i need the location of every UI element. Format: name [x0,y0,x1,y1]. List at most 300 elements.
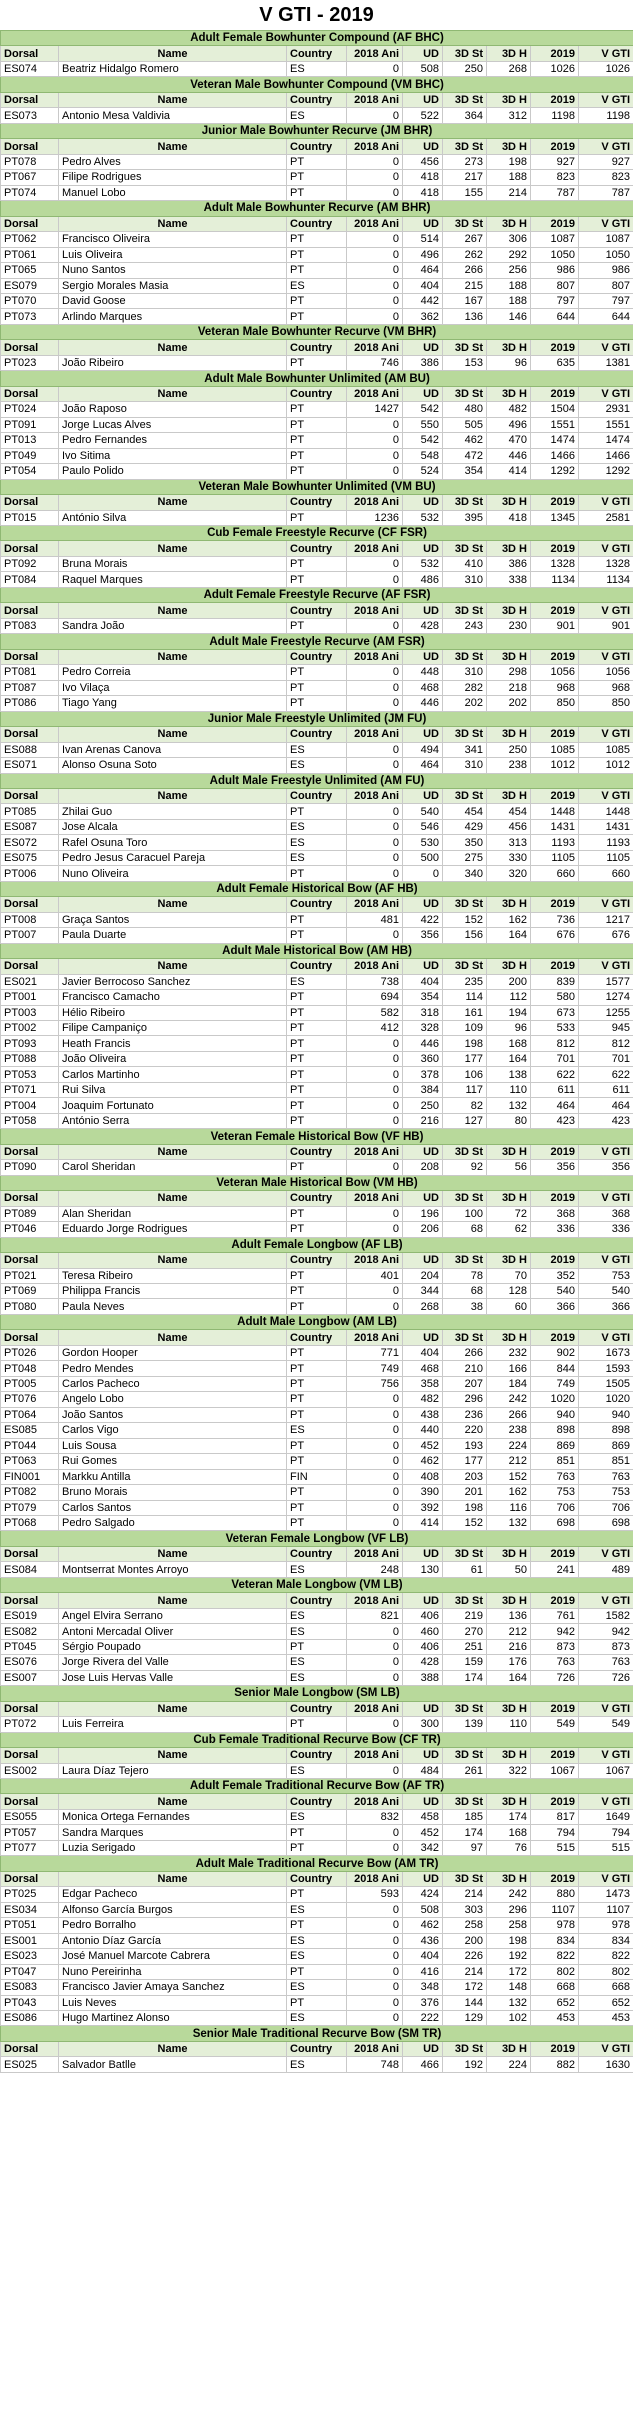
cell-country: PT [287,1438,347,1453]
column-header-3d-h: 3D H [487,2041,531,2056]
cell-score-2019: 817 [531,1809,579,1824]
cell-ud: 458 [403,1809,443,1824]
cell-name: Antoni Mercadal Oliver [59,1624,287,1639]
cell-3d-st: 310 [443,665,487,680]
cell-ud: 404 [403,1345,443,1360]
column-header-ani-2018: 2018 Ani [347,1701,403,1716]
cell-name: Carlos Pacheco [59,1376,287,1391]
cell-country: PT [287,1222,347,1237]
cell-dorsal: PT063 [1,1454,59,1469]
column-header-country: Country [287,1701,347,1716]
table-row [1,433,633,448]
column-header-country: Country [287,1253,347,1268]
cell-score-2019: 668 [531,1980,579,1995]
cell-dorsal: PT002 [1,1021,59,1036]
column-header-score-2019: 2019 [531,1144,579,1159]
table-row [1,928,633,943]
column-header-dorsal: Dorsal [1,1748,59,1763]
cell-ud: 466 [403,2057,443,2072]
cell-dorsal: FIN001 [1,1469,59,1484]
table-row [1,1206,633,1221]
cell-v-gti: 1328 [579,556,633,571]
cell-score-2019: 851 [531,1454,579,1469]
cell-ud: 440 [403,1423,443,1438]
cell-score-2019: 763 [531,1655,579,1670]
column-header-country: Country [287,46,347,61]
cell-name: Pedro Salgado [59,1516,287,1531]
table-row [1,1361,633,1376]
cell-v-gti: 2931 [579,402,633,417]
cell-3d-st: 217 [443,170,487,185]
cell-3d-st: 235 [443,974,487,989]
cell-score-2019: 736 [531,912,579,927]
cell-3d-st: 61 [443,1562,487,1577]
cell-ud: 468 [403,680,443,695]
column-header-country: Country [287,1330,347,1345]
column-header-ud: UD [403,1144,443,1159]
cell-v-gti: 1466 [579,448,633,463]
cell-v-gti: 968 [579,680,633,695]
cell-3d-h: 446 [487,448,531,463]
column-header-3d-h: 3D H [487,216,531,231]
cell-ud: 542 [403,433,443,448]
category-header [1,31,633,46]
cell-3d-st: 136 [443,309,487,324]
cell-ani-2018: 0 [347,1670,403,1685]
cell-ud: 438 [403,1407,443,1422]
column-header-country: Country [287,216,347,231]
column-header-v-gti: V GTI [579,788,633,803]
cell-3d-st: 129 [443,2011,487,2026]
cell-v-gti: 1217 [579,912,633,927]
cell-ani-2018: 0 [347,185,403,200]
cell-ud: 532 [403,510,443,525]
column-header-dorsal: Dorsal [1,649,59,664]
cell-3d-h: 482 [487,402,531,417]
cell-score-2019: 701 [531,1051,579,1066]
cell-ud: 318 [403,1005,443,1020]
category-header [1,201,633,216]
cell-country: PT [287,448,347,463]
cell-ud: 452 [403,1438,443,1453]
cell-3d-st: 174 [443,1825,487,1840]
cell-3d-h: 454 [487,804,531,819]
cell-ani-2018: 0 [347,1051,403,1066]
cell-ud: 300 [403,1717,443,1732]
column-header-dorsal: Dorsal [1,495,59,510]
table-row [1,1887,633,1902]
cell-3d-st: 266 [443,1345,487,1360]
column-header-country: Country [287,1546,347,1561]
cell-name: António Serra [59,1113,287,1128]
cell-v-gti: 978 [579,1918,633,1933]
cell-ani-2018: 1236 [347,510,403,525]
cell-dorsal: PT088 [1,1051,59,1066]
cell-ani-2018: 0 [347,1299,403,1314]
cell-ud: 406 [403,1639,443,1654]
table-row [1,835,633,850]
cell-country: PT [287,1160,347,1175]
column-header-ani-2018: 2018 Ani [347,603,403,618]
cell-3d-st: 153 [443,355,487,370]
column-header-row [1,1144,633,1159]
category-header [1,479,633,494]
cell-name: Edgar Pacheco [59,1887,287,1902]
cell-ani-2018: 0 [347,1933,403,1948]
column-header-3d-st: 3D St [443,1144,487,1159]
cell-3d-h: 258 [487,1918,531,1933]
cell-dorsal: PT089 [1,1206,59,1221]
column-header-country: Country [287,1191,347,1206]
column-header-dorsal: Dorsal [1,1701,59,1716]
cell-dorsal: PT067 [1,170,59,185]
cell-3d-st: 220 [443,1423,487,1438]
category-header [1,371,633,386]
cell-name: Eduardo Jorge Rodrigues [59,1222,287,1237]
cell-ud: 546 [403,819,443,834]
column-header-country: Country [287,495,347,510]
cell-ud: 452 [403,1825,443,1840]
cell-dorsal: PT044 [1,1438,59,1453]
cell-3d-st: 275 [443,850,487,865]
cell-country: PT [287,1407,347,1422]
cell-dorsal: PT090 [1,1160,59,1175]
column-header-3d-st: 3D St [443,1546,487,1561]
cell-dorsal: PT046 [1,1222,59,1237]
category-title: Adult Male Bowhunter Recurve (AM BHR) [1,201,633,216]
table-row [1,1639,633,1654]
cell-score-2019: 1448 [531,804,579,819]
cell-ud: 268 [403,1299,443,1314]
cell-dorsal: PT068 [1,1516,59,1531]
cell-v-gti: 1255 [579,1005,633,1020]
column-header-score-2019: 2019 [531,46,579,61]
cell-3d-h: 162 [487,1485,531,1500]
cell-3d-h: 110 [487,1717,531,1732]
cell-country: ES [287,61,347,76]
cell-ani-2018: 0 [347,1283,403,1298]
column-header-dorsal: Dorsal [1,541,59,556]
column-header-3d-h: 3D H [487,92,531,107]
column-header-ud: UD [403,541,443,556]
cell-dorsal: ES076 [1,1655,59,1670]
cell-country: ES [287,1809,347,1824]
cell-3d-st: 106 [443,1067,487,1082]
cell-score-2019: 1067 [531,1763,579,1778]
cell-score-2019: 1012 [531,758,579,773]
column-header-ani-2018: 2018 Ani [347,1593,403,1608]
column-header-ud: UD [403,340,443,355]
column-header-score-2019: 2019 [531,495,579,510]
column-header-row [1,603,633,618]
category-header [1,1531,633,1546]
column-header-name: Name [59,139,287,154]
cell-v-gti: 368 [579,1206,633,1221]
cell-score-2019: 622 [531,1067,579,1082]
cell-3d-st: 144 [443,1995,487,2010]
column-header-score-2019: 2019 [531,1701,579,1716]
table-row [1,1933,633,1948]
cell-dorsal: ES088 [1,742,59,757]
cell-ud: 354 [403,990,443,1005]
cell-v-gti: 1193 [579,835,633,850]
cell-3d-h: 176 [487,1655,531,1670]
cell-ud: 550 [403,417,443,432]
cell-3d-st: 219 [443,1608,487,1623]
cell-dorsal: PT001 [1,990,59,1005]
column-header-3d-st: 3D St [443,1330,487,1345]
cell-score-2019: 1020 [531,1392,579,1407]
cell-dorsal: PT077 [1,1840,59,1855]
cell-score-2019: 368 [531,1206,579,1221]
column-header-ud: UD [403,603,443,618]
column-header-country: Country [287,603,347,618]
cell-score-2019: 942 [531,1624,579,1639]
cell-3d-h: 164 [487,1670,531,1685]
cell-3d-h: 414 [487,464,531,479]
cell-country: PT [287,154,347,169]
cell-ani-2018: 0 [347,1516,403,1531]
cell-ud: 524 [403,464,443,479]
column-header-name: Name [59,959,287,974]
cell-3d-st: 226 [443,1949,487,1964]
column-header-ud: UD [403,1191,443,1206]
cell-3d-st: 159 [443,1655,487,1670]
cell-3d-h: 112 [487,990,531,1005]
column-header-country: Country [287,1144,347,1159]
cell-3d-h: 192 [487,1949,531,1964]
table-row [1,1407,633,1422]
cell-dorsal: PT045 [1,1639,59,1654]
cell-3d-h: 214 [487,185,531,200]
table-row [1,1005,633,1020]
cell-score-2019: 986 [531,263,579,278]
cell-score-2019: 873 [531,1639,579,1654]
cell-name: Arlindo Marques [59,309,287,324]
cell-country: PT [287,1021,347,1036]
category-header [1,526,633,541]
cell-3d-st: 472 [443,448,487,463]
cell-3d-h: 242 [487,1392,531,1407]
cell-3d-st: 243 [443,618,487,633]
cell-3d-h: 418 [487,510,531,525]
cell-ud: 508 [403,1902,443,1917]
column-header-dorsal: Dorsal [1,727,59,742]
table-row [1,293,633,308]
cell-score-2019: 880 [531,1887,579,1902]
cell-country: PT [287,1283,347,1298]
cell-dorsal: PT069 [1,1283,59,1298]
column-header-v-gti: V GTI [579,1253,633,1268]
cell-country: PT [287,866,347,881]
cell-ani-2018: 0 [347,696,403,711]
cell-ani-2018: 0 [347,1639,403,1654]
cell-score-2019: 978 [531,1918,579,1933]
column-header-score-2019: 2019 [531,1191,579,1206]
category-title: Junior Male Freestyle Unlimited (JM FU) [1,711,633,726]
cell-3d-h: 266 [487,1407,531,1422]
cell-ud: 530 [403,835,443,850]
column-header-ani-2018: 2018 Ani [347,340,403,355]
cell-name: Beatriz Hidalgo Romero [59,61,287,76]
cell-ud: 514 [403,232,443,247]
cell-name: Heath Francis [59,1036,287,1051]
cell-name: Montserrat Montes Arroyo [59,1562,287,1577]
cell-ud: 130 [403,1562,443,1577]
cell-v-gti: 822 [579,1949,633,1964]
table-row [1,154,633,169]
column-header-v-gti: V GTI [579,1144,633,1159]
cell-v-gti: 942 [579,1624,633,1639]
column-header-3d-st: 3D St [443,340,487,355]
cell-v-gti: 366 [579,1299,633,1314]
table-row [1,1098,633,1113]
cell-ani-2018: 1427 [347,402,403,417]
column-header-row [1,959,633,974]
column-header-ud: UD [403,1701,443,1716]
cell-country: ES [287,1980,347,1995]
cell-3d-h: 70 [487,1268,531,1283]
column-header-ani-2018: 2018 Ani [347,386,403,401]
cell-ud: 424 [403,1887,443,1902]
cell-3d-h: 238 [487,758,531,773]
cell-dorsal: PT023 [1,355,59,370]
column-header-dorsal: Dorsal [1,1871,59,1886]
cell-ud: 208 [403,1160,443,1175]
table-row [1,402,633,417]
column-header-3d-h: 3D H [487,386,531,401]
cell-3d-st: 167 [443,293,487,308]
cell-score-2019: 549 [531,1717,579,1732]
cell-3d-st: 152 [443,1516,487,1531]
cell-v-gti: 453 [579,2011,633,2026]
column-header-ud: UD [403,1253,443,1268]
cell-score-2019: 1050 [531,247,579,262]
cell-name: Markku Antilla [59,1469,287,1484]
cell-ani-2018: 0 [347,1423,403,1438]
cell-dorsal: PT047 [1,1964,59,1979]
cell-ani-2018: 821 [347,1608,403,1623]
cell-ud: 250 [403,1098,443,1113]
cell-3d-h: 188 [487,278,531,293]
category-header [1,1732,633,1747]
cell-country: PT [287,1392,347,1407]
column-header-score-2019: 2019 [531,139,579,154]
cell-3d-st: 185 [443,1809,487,1824]
category-title: Adult Male Longbow (AM LB) [1,1314,633,1329]
cell-score-2019: 807 [531,278,579,293]
cell-3d-st: 114 [443,990,487,1005]
cell-3d-h: 168 [487,1036,531,1051]
cell-ud: 462 [403,1918,443,1933]
cell-score-2019: 869 [531,1438,579,1453]
cell-name: Antonio Mesa Valdivia [59,108,287,123]
cell-ani-2018: 0 [347,1222,403,1237]
table-row [1,1995,633,2010]
column-header-row [1,541,633,556]
cell-ani-2018: 0 [347,1918,403,1933]
cell-country: PT [287,1639,347,1654]
cell-3d-st: 480 [443,402,487,417]
cell-name: Laura Díaz Tejero [59,1763,287,1778]
cell-country: ES [287,974,347,989]
cell-dorsal: PT084 [1,572,59,587]
cell-3d-h: 200 [487,974,531,989]
cell-country: PT [287,1918,347,1933]
table-row [1,1036,633,1051]
cell-name: Zhilai Guo [59,804,287,819]
cell-name: Carlos Santos [59,1500,287,1515]
cell-dorsal: PT071 [1,1082,59,1097]
cell-name: Graça Santos [59,912,287,927]
cell-score-2019: 644 [531,309,579,324]
cell-3d-h: 386 [487,556,531,571]
cell-country: ES [287,742,347,757]
column-header-ani-2018: 2018 Ani [347,959,403,974]
cell-name: Luis Sousa [59,1438,287,1453]
cell-ani-2018: 0 [347,108,403,123]
column-header-3d-st: 3D St [443,495,487,510]
cell-score-2019: 652 [531,1995,579,2010]
cell-country: PT [287,1036,347,1051]
cell-ud: 406 [403,1608,443,1623]
cell-dorsal: PT072 [1,1717,59,1732]
cell-score-2019: 834 [531,1933,579,1948]
table-row [1,1964,633,1979]
cell-3d-st: 258 [443,1918,487,1933]
cell-ud: 360 [403,1051,443,1066]
cell-score-2019: 968 [531,680,579,695]
cell-ud: 482 [403,1392,443,1407]
category-header [1,2026,633,2041]
column-header-ud: UD [403,2041,443,2056]
cell-dorsal: PT058 [1,1113,59,1128]
cell-v-gti: 797 [579,293,633,308]
cell-v-gti: 1593 [579,1361,633,1376]
cell-ani-2018: 0 [347,1098,403,1113]
table-row [1,912,633,927]
cell-dorsal: PT043 [1,1995,59,2010]
cell-country: ES [287,1562,347,1577]
cell-v-gti: 873 [579,1639,633,1654]
cell-ud: 468 [403,1361,443,1376]
cell-3d-st: 161 [443,1005,487,1020]
cell-3d-h: 138 [487,1067,531,1082]
category-header [1,943,633,958]
cell-ud: 462 [403,1454,443,1469]
cell-dorsal: PT070 [1,293,59,308]
column-header-v-gti: V GTI [579,216,633,231]
cell-ani-2018: 0 [347,1624,403,1639]
cell-ud: 414 [403,1516,443,1531]
cell-3d-st: 340 [443,866,487,881]
cell-dorsal: PT054 [1,464,59,479]
column-header-v-gti: V GTI [579,603,633,618]
cell-3d-h: 470 [487,433,531,448]
cell-score-2019: 1085 [531,742,579,757]
cell-dorsal: PT080 [1,1299,59,1314]
cell-score-2019: 1056 [531,665,579,680]
cell-name: João Raposo [59,402,287,417]
cell-v-gti: 515 [579,1840,633,1855]
table-row [1,1438,633,1453]
cell-v-gti: 668 [579,1980,633,1995]
cell-ani-2018: 0 [347,1763,403,1778]
column-header-v-gti: V GTI [579,1871,633,1886]
cell-ani-2018: 401 [347,1268,403,1283]
column-header-country: Country [287,2041,347,2056]
cell-v-gti: 644 [579,309,633,324]
